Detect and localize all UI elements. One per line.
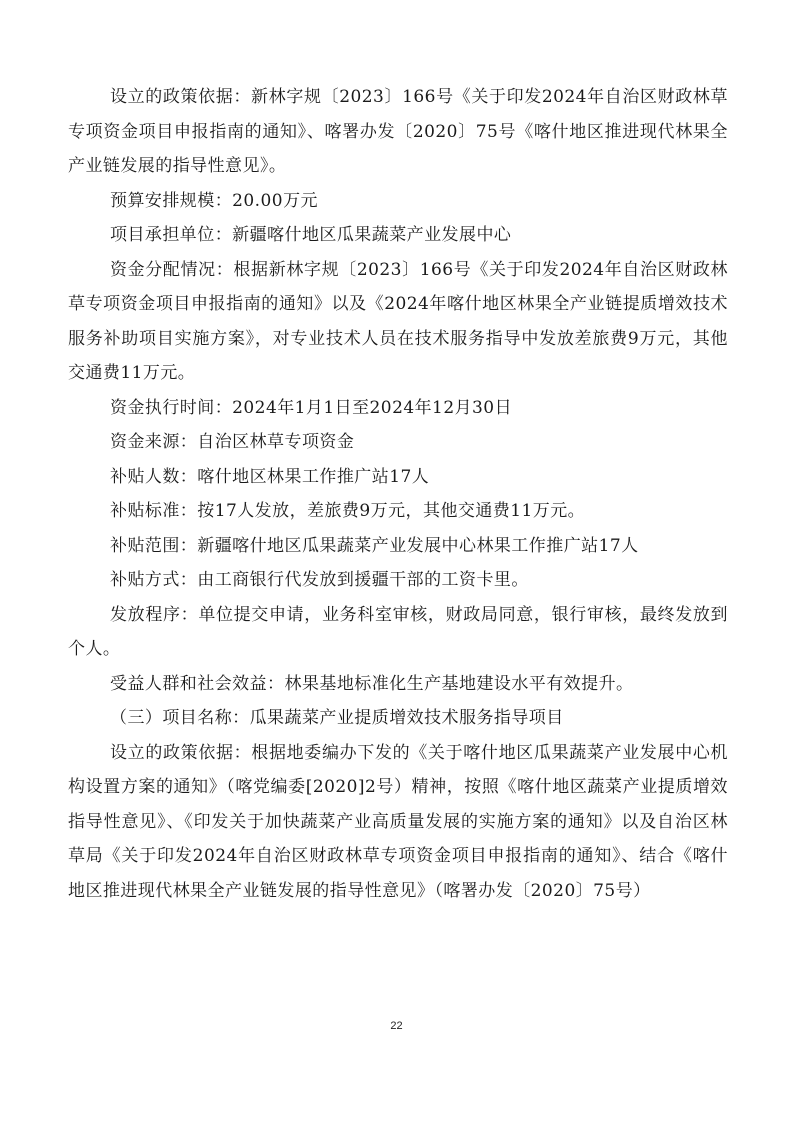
document-body: [68, 80, 728, 908]
paragraph-beneficiaries: 受益人群和社会效益：林果基地标准化生产基地建设水平有效提升。: [110, 673, 634, 694]
paragraph-fund-allocation: 资金分配情况：根据新林字规〔2023〕166号《关于印发2024年自治区财政林草专项资金项目申报指南的通知》以及《2024年喀什地区林果全产业链提质增效技术服务补助项目实施方案》，对专业技术人员在技术服务指导中发放差旅费9万元，其他交通费11万元。: [68, 259, 728, 383]
paragraph-subsidy-standard: 补贴标准：按17人发放，差旅费9万元，其他交通费11万元。: [110, 501, 586, 521]
paragraph-budget-scale: 预算安排规模：20.00万元: [110, 190, 318, 211]
paragraph-policy-basis: 设立的政策依据：新林字规〔2023〕166号《关于印发2024年自治区财政林草专项资金项目申报指南的通知》、喀署办发〔2020〕75号《喀什地区推进现代林果全产业链发展的指导性意见》。: [68, 87, 728, 176]
paragraph-execution-time: 资金执行时间：2024年1月1日至2024年12月30日: [110, 397, 513, 418]
paragraph-subsidy-count: 补贴人数：喀什地区林果工作推广站17人: [110, 466, 430, 487]
paragraph-undertaking-unit: 项目承担单位：新疆喀什地区瓜果蔬菜产业发展中心: [110, 225, 512, 245]
paragraph-subsidy-scope: 补贴范围：新疆喀什地区瓜果蔬菜产业发展中心林果工作推广站17人: [110, 535, 639, 556]
section-heading-project-3: （三）项目名称：瓜果蔬菜产业提质增效技术服务指导项目: [110, 708, 564, 728]
paragraph-distribution-procedure: 发放程序：单位提交申请，业务科室审核，财政局同意，银行审核，最终发放到个人。: [68, 604, 728, 659]
paragraph-fund-source: 资金来源：自治区林草专项资金: [110, 432, 355, 452]
page-number: 22: [390, 1020, 403, 1032]
paragraph-subsidy-method: 补贴方式：由工商银行代发放到援疆干部的工资卡里。: [110, 570, 529, 590]
paragraph-policy-basis-project-3: 设立的政策依据：根据地委编办下发的《关于喀什地区瓜果蔬菜产业发展中心机构设置方案的通知》（喀党编委[2020]2号）精神，按照《喀什地区蔬菜产业提质增效指导性意见》、《印发关于加快蔬菜产业高质量发展的实施方案的通知》以及自治区林草局《关于印发2024年自治区财政林草专项资金项目申报指南的通知》、结合《喀什地区推进现代林果全产业链发展的指导性意见》（喀署办发〔2020〕75号）: [68, 742, 728, 901]
